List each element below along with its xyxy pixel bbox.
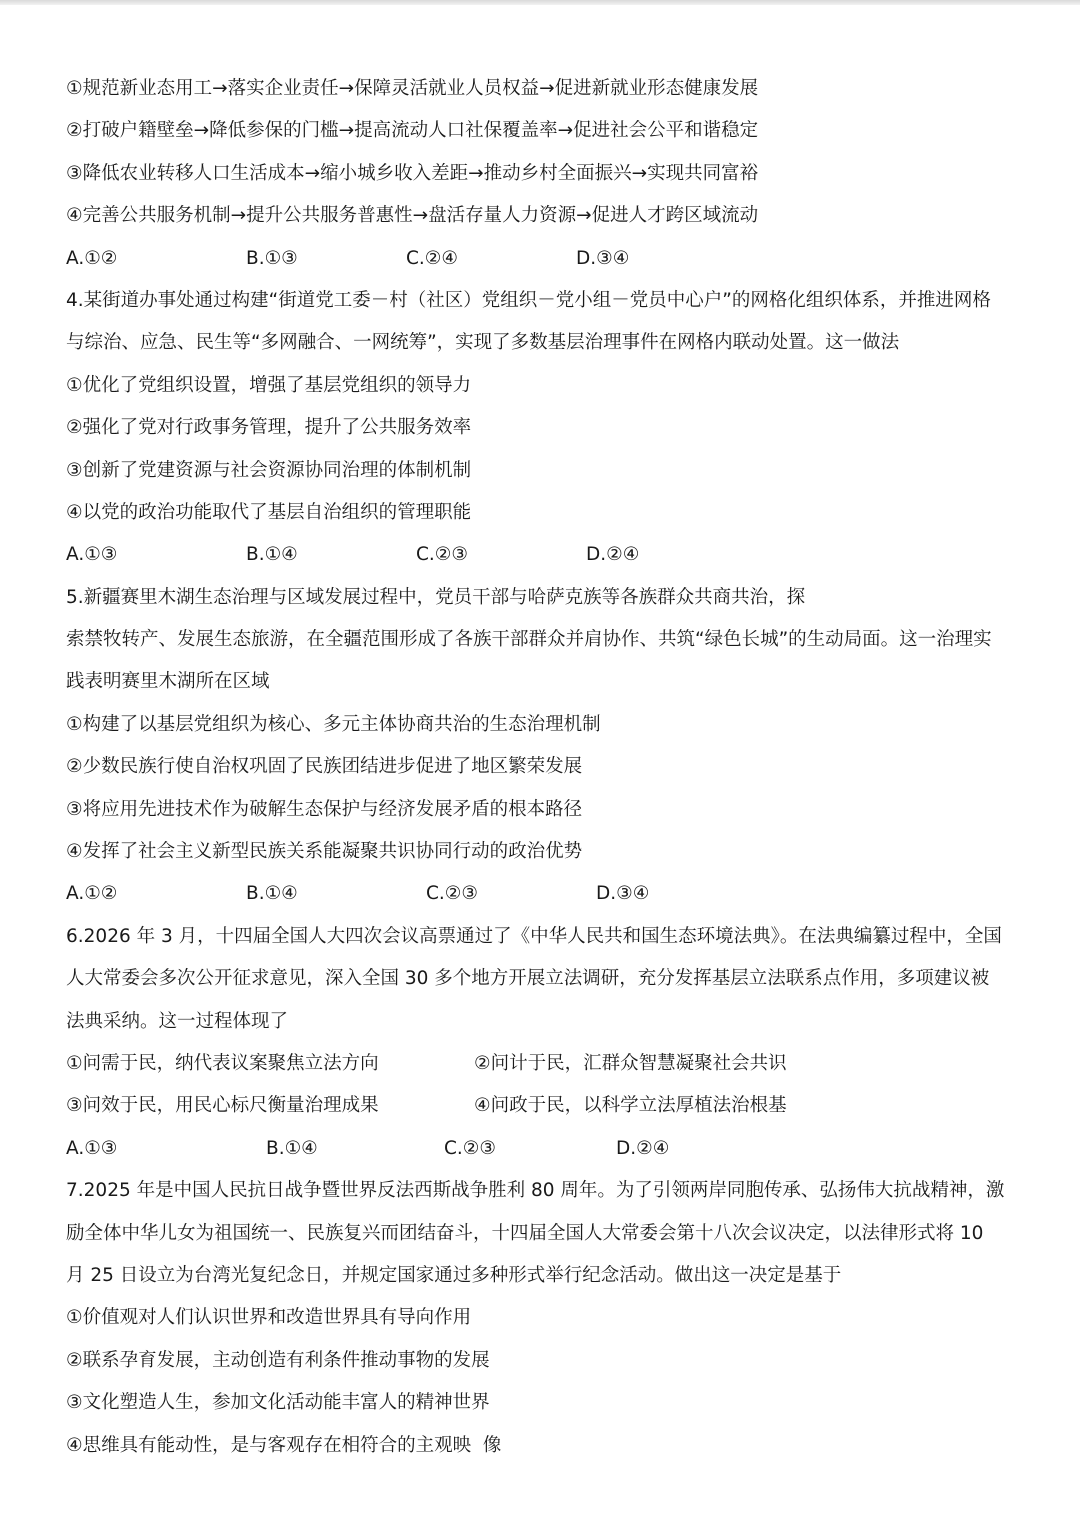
q5-choice-c: C.②③ [426, 883, 478, 905]
q4-option-3: ③创新了党建资源与社会资源协同治理的体制机制 [66, 459, 472, 481]
q3-option-1: ①规范新业态用工→落实企业责任→保障灵活就业人员权益→促进新就业形态健康发展 [66, 78, 759, 99]
q6-options-row-2 [66, 1085, 1026, 1127]
q7-option-4: ④思维具有能动性，是与客观存在相符合的主观映 像 [66, 1434, 502, 1456]
q5-stem-line-2: 索禁牧转产、发展生态旅游，在全疆范围形成了各族干部群众并肩协作、共筑“绿色长城”的生动局面。这一治理实 [66, 629, 992, 651]
q5-option-2: ②少数民族行使自治权巩固了民族团结进步促进了地区繁荣发展 [66, 756, 583, 778]
q5-choice-d: D.③④ [596, 883, 650, 905]
q5-option-4: ④发挥了社会主义新型民族关系能凝聚共识协同行动的政治优势 [66, 841, 583, 863]
q6-choice-a: A.①③ [66, 1137, 118, 1159]
q6-option-4: ④问政于民，以科学立法厚植法治根基 [474, 1095, 787, 1117]
q4-option-4: ④以党的政治功能取代了基层自治组织的管理职能 [66, 501, 472, 523]
q5-choice-b: B.①④ [246, 883, 298, 905]
q5-stem-line-3: 践表明赛里木湖所在区域 [66, 671, 270, 693]
q7-option-2: ②联系孕育发展，主动创造有利条件推动事物的发展 [66, 1349, 490, 1371]
q6-option-2: ②问计于民，汇群众智慧凝聚社会共识 [474, 1052, 787, 1074]
q4-choice-a: A.①③ [66, 544, 118, 566]
q3-choice-b: B.①③ [246, 247, 298, 269]
q4-option-2: ②强化了党对行政事务管理，提升了公共服务效率 [66, 417, 472, 439]
q6-options-row-1 [66, 1043, 1026, 1085]
q6-option-3: ③问效于民，用民心标尺衡量治理成果 [66, 1095, 379, 1117]
q6-choice-d: D.②④ [616, 1137, 670, 1159]
q3-option-3: ③降低农业转移人口生活成本→缩小城乡收入差距→推动乡村全面振兴→实现共同富裕 [66, 162, 759, 184]
q6-option-1: ①问需于民，纳代表议案聚焦立法方向 [66, 1052, 379, 1074]
q3-choices [66, 238, 1026, 280]
q3-choice-d: D.③④ [576, 247, 630, 269]
q6-stem-line-2: 人大常委会多次公开征求意见，深入全国 30 多个地方开展立法调研，充分发挥基层立法联系点作用，多项建议被 [66, 968, 990, 990]
q3-option-4: ④完善公共服务机制→提升公共服务普惠性→盘活存量人力资源→促进人才跨区域流动 [66, 205, 759, 227]
q4-stem-line-1: 4.某街道办事处通过构建“街道党工委－村（社区）党组织－党小组－党员中心户”的网格化组织体系，并推进网格 [66, 289, 991, 311]
q6-choice-c: C.②③ [444, 1137, 496, 1159]
q3-choice-c: C.②④ [406, 247, 458, 269]
q7-option-1: ①价值观对人们认识世界和改造世界具有导向作用 [66, 1307, 472, 1329]
q7-stem-line-2: 励全体中华儿女为祖国统一、民族复兴而团结奋斗，十四届全国人大常委会第十八次会议决定，以法律形式将 10 [66, 1222, 984, 1244]
q6-stem-line-3: 法典采纳。这一过程体现了 [66, 1010, 289, 1032]
q4-option-1: ①优化了党组织设置，增强了基层党组织的领导力 [66, 374, 472, 396]
q3-choice-a: A.①② [66, 247, 118, 269]
q5-option-3: ③将应用先进技术作为破解生态保护与经济发展矛盾的根本路径 [66, 798, 583, 820]
q5-choices [66, 873, 1026, 915]
exam-page [66, 68, 1026, 1467]
q5-stem-line-1: 5.新疆赛里木湖生态治理与区域发展过程中，党员干部与哈萨克族等各族群众共商共治，探 [66, 586, 806, 608]
q4-choices [66, 534, 1026, 576]
q4-choice-d: D.②④ [586, 544, 640, 566]
q4-choice-c: C.②③ [416, 544, 468, 566]
q6-choice-b: B.①④ [266, 1137, 318, 1159]
q6-choices [66, 1128, 1026, 1170]
q3-option-2: ②打破户籍壁垒→降低参保的门槛→提高流动人口社保覆盖率→促进社会公平和谐稳定 [66, 120, 759, 142]
q5-option-1: ①构建了以基层党组织为核心、多元主体协商共治的生态治理机制 [66, 713, 601, 735]
page-top-edge [0, 0, 1080, 5]
q5-choice-a: A.①② [66, 883, 118, 905]
q7-stem-line-3: 月 25 日设立为台湾光复纪念日，并规定国家通过多种形式举行纪念活动。做出这一决定是基于 [66, 1264, 842, 1286]
q6-stem-line-1: 6.2026 年 3 月，十四届全国人大四次会议高票通过了《中华人民共和国生态环境法典》。在法典编纂过程中，全国 [66, 925, 1002, 947]
q4-choice-b: B.①④ [246, 544, 298, 566]
q4-stem-line-2: 与综治、应急、民生等“多网融合、一网统筹”，实现了多数基层治理事件在网格内联动处置。这一做法 [66, 332, 900, 354]
q7-option-3: ③文化塑造人生，参加文化活动能丰富人的精神世界 [66, 1392, 490, 1414]
q7-stem-line-1: 7.2025 年是中国人民抗日战争暨世界反法西斯战争胜利 80 周年。为了引领两岸同胞传承、弘扬伟大抗战精神，激 [66, 1180, 1005, 1202]
